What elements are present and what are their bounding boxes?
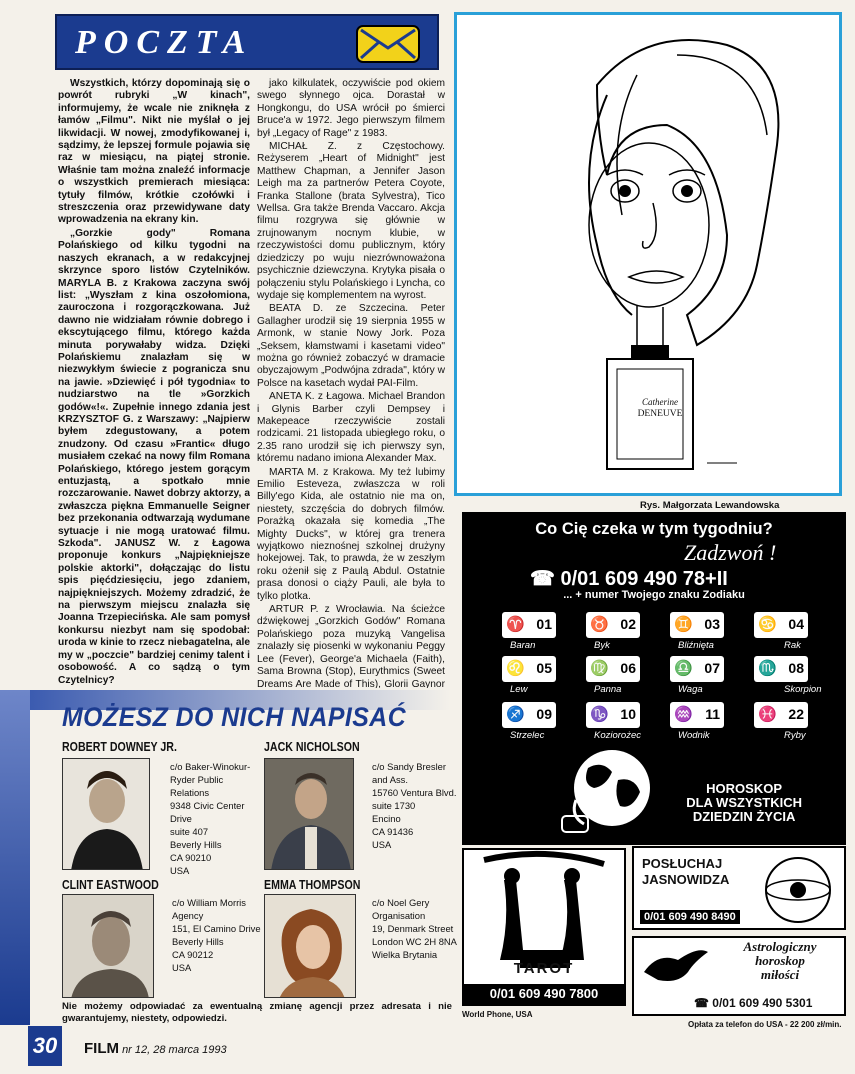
zodiac-number: 06 <box>620 660 636 676</box>
paragraph: ARTUR P. z Wrocławia. Na ścieżce dźwiękowej „Gorzkich Godów" Romana Polańskiego poza muzyką Vangelisa znalazły się piosenki w wykonaniu Peggy Lee (Fever), George'a Michaela (Faith), Sama Browna (Stop), Eurythmics (Sweet Dreams Are Made of This), Glorii Gaynor <box>257 604 445 688</box>
magazine-name: FILM <box>84 1040 119 1057</box>
zodiac-name: Ryby <box>784 730 806 741</box>
zodiac-number: 09 <box>536 706 552 722</box>
zodiac-icon: ♏ <box>758 660 777 677</box>
disclaimer: Nie możemy odpowiadać za ewentualną zmianę agencji przez adresata i nie gwarantujemy, niestety, odpowiedzi. <box>62 1001 452 1024</box>
globe-icon <box>542 740 682 840</box>
horoscope-tagline <box>686 782 802 824</box>
letters-column-2 <box>257 78 445 688</box>
paragraph: MARTA M. z Krakowa. My też lubimy Emilio Esteveza, zwłaszcza w roli Billy'ego Kida, ale ostatnio nie ma on, niestety, szczęścia do dobrych filmów. Porażką okazała się komedia „The Mighty Ducks", w której gra trenera wyjątkowo nieznośnej szkolnej drużyny hokejowej. Tak, to prawda, że w zeszłym roku ożenił się z Paulą Abdul. Ostatnie prasa donosi o ciąży Pauli, ale była to tylko plotka. <box>257 466 445 602</box>
tagline-line: DLA WSZYSTKICH <box>686 795 802 810</box>
tarot-label: TAROT <box>513 960 575 977</box>
zodiac-icon: ♓ <box>758 706 777 723</box>
write-to-them-heading: MOŻESZ DO NICH NAPISAĆ <box>62 702 407 732</box>
dove-icon <box>638 942 712 988</box>
zodiac-icon: ♉ <box>590 616 609 633</box>
section-title: POCZTA <box>75 24 254 61</box>
perfume-name: Catherine <box>642 397 678 407</box>
paragraph: ANETA K. z Łagowa. Michael Brandon i Glynis Barber czyli Dempsey i Makepeace rzeczywiście zostali rodzicami. 21 listopada ubiegłego roku, o 2.35 rano urodził się ich pierwszy syn, któremu nadano imiona Alexander Max. <box>257 391 445 465</box>
clairvoyant-heading <box>642 856 729 888</box>
actor-address: c/o Sandy Bresler and Ass. 15760 Ventura Blvd. suite 1730 Encino CA 91436 USA <box>372 761 457 850</box>
love-horoscope-ad <box>632 936 846 1016</box>
zodiac-number: 01 <box>536 616 552 632</box>
love-heading <box>718 940 842 982</box>
zodiac-sign-08 <box>754 656 808 682</box>
clairvoyant-phone: 0/01 609 490 8490 <box>640 910 740 924</box>
caricature-frame <box>454 12 842 496</box>
tagline-line: DZIEDZIN ŻYCIA <box>692 809 796 824</box>
love-phone-number: 0/01 609 490 5301 <box>712 996 813 1010</box>
zodiac-number: 10 <box>620 706 636 722</box>
actor-photo <box>264 894 356 998</box>
zodiac-name: Waga <box>678 684 703 695</box>
zodiac-name: Baran <box>510 640 536 651</box>
zodiac-sign-06 <box>586 656 640 682</box>
phone-icon: ☎ <box>530 568 561 590</box>
poczta-header <box>55 14 439 70</box>
zodiac-number: 11 <box>705 706 720 722</box>
paragraph: BEATA D. ze Szczecina. Peter Gallagher urodził się 19 sierpnia 1955 w Armonk, w stanie Nowy Jork. Poza „Seksem, kłamstwami i kasetami video" można go również zobaczyć w dramacie obyczajowym „Podwójna zdrada", który w Polsce na kasetach wydał PAI-Film. <box>257 303 445 389</box>
zodiac-name: Lew <box>510 684 528 695</box>
love-phone <box>694 996 812 1010</box>
zodiac-name: Byk <box>594 640 610 651</box>
actor-name: EMMA THOMPSON <box>264 878 361 892</box>
zodiac-sign-03 <box>670 612 724 638</box>
zodiac-name: Strzelec <box>510 730 545 741</box>
zodiac-sign-05 <box>502 656 556 682</box>
envelope-icon <box>353 22 423 66</box>
actor-address: c/o Noel Gery Organisation 19, Denmark Street London WC 2H 8NA Wielka Brytania <box>372 897 457 960</box>
zodiac-sign-07 <box>670 656 724 682</box>
zodiac-icon: ♋ <box>758 616 777 633</box>
paragraph: „Gorzkie gody" Romana Polańskiego od kilku tygodni na naszych ekranach, a w redakcyjnej skrzynce sporo listów Czytelników. MARYLA B. z Krakowa zaczyna swój list: „Wyszłam z kina oszołomiona, zauroczona i rozgorączkowana. Już dawno nie widziałam równie dobrego i ekscytującego filmu, którego każda minuta porywałaby widza. Dzięki Polańskiemu znalazłam się w niezwykłym świecie z pogranicza snu na jawie. »Dziewięć i pół tygodnia« to nudziarstwo na tle »Gorzkich godów«!«. Zupełnie innego zdania jest KRZYSZTOF G. z Warszawy: „Najpierw byłem zdegustowany, a potem znudzony. Od czasu »Frantic« długo musiałem czekać na nowy film Romana Polańskiego, którego jestem gorącym entuzjastą, a spotkało mnie rozczarowanie. Nawet dobrzy aktorzy, a zwłaszcza piękna Emmanuelle Seigner bez przekonania odtwarzają wydumane sytuacje i nie mogą uratować filmu. Szkoda". JANUSZ W. z Łagowa proponuje konkurs „Najpiękniejsze polskie aktorki", dołączając do listu spis pięćdziesięciu, jego zdaniem, najpiękniejszych. Możemy zdradzić, że na pierwszym miejscu znalazła się Joanna Trzepiecińska. Ale sam pomysł konkursu niezbyt nam się spodobał: uroda w kinie to rzecz niebagatelna, ale my w „poczcie" bardziej cenimy talent i osobowość. A co sądzą o tym Czytelnicy? <box>58 227 250 686</box>
zodiac-sign-22 <box>754 702 808 728</box>
illustration-credit: Rys. Małgorzata Lewandowska <box>640 500 780 511</box>
tagline-line: HOROSKOP <box>706 781 783 796</box>
caricature-drawing <box>457 15 839 493</box>
price-note: Opłata za telefon do USA - 22 200 zł/min. <box>688 1020 842 1029</box>
zodiac-icon: ♈ <box>506 616 525 633</box>
actor-name: JACK NICHOLSON <box>264 740 360 754</box>
heading-line: JASNOWIDZA <box>642 872 730 887</box>
zodiac-number: 08 <box>788 660 804 676</box>
perfume-brand: DENEUVE <box>637 409 683 419</box>
horoscope-call: Zadzwoń ! <box>684 540 777 565</box>
heading-line: POSŁUCHAJ <box>642 856 723 871</box>
paragraph: Wszystkich, którzy dopominają się o powrót rubryki „W kinach", informujemy, że wcale nie zniknęła z łamów „Filmu". Nikt nie myślał o jej likwidacji. W nowej, zmodyfikowanej i, sądzimy, że lepszej formule pojawia się raz w miesiącu, na piątej stronie. Właśnie tam można znaleźć informacje o wszystkich premierach miesiąca: tytuły filmów, krótkie czołówki i streszczenia oraz przewidywane daty wprowadzenia na ekrany kin. <box>58 78 250 226</box>
zodiac-sign-10 <box>586 702 640 728</box>
horoscope-phone <box>530 566 728 591</box>
zodiac-number: 22 <box>788 706 804 722</box>
zodiac-name: Panna <box>594 684 622 695</box>
actor-address: c/o Baker-Winokur-Ryder Public Relations 9348 Civic Center Drive suite 407 Beverly Hills CA 90210 USA <box>170 761 251 876</box>
heading-line: Astrologiczny <box>743 939 817 954</box>
page-number: 30 <box>28 1026 62 1066</box>
zodiac-sign-11 <box>670 702 724 728</box>
heading-line: miłości <box>760 967 800 982</box>
zodiac-icon: ♌ <box>506 660 525 677</box>
zodiac-number: 04 <box>788 616 804 632</box>
decorative-strip <box>0 690 30 1025</box>
zodiac-icon: ♑ <box>590 706 609 723</box>
zodiac-icon: ♎ <box>674 660 693 677</box>
zodiac-name: Wodnik <box>678 730 710 741</box>
page-footer <box>84 1040 227 1057</box>
actor-photo <box>264 758 354 870</box>
actor-name: ROBERT DOWNEY JR. <box>62 740 177 754</box>
actor-photo <box>62 758 150 870</box>
zodiac-name: Bliźnięta <box>678 640 714 651</box>
clairvoyant-ad <box>632 846 846 930</box>
heading-line: horoskop <box>755 953 805 968</box>
zodiac-name: Skorpion <box>784 684 822 695</box>
issue-info: nr 12, 28 marca 1993 <box>122 1044 227 1056</box>
zodiac-sign-01 <box>502 612 556 638</box>
world-phone-note: World Phone, USA <box>462 1010 533 1019</box>
crystal-ball-icon <box>758 852 838 928</box>
actor-name: CLINT EASTWOOD <box>62 878 159 892</box>
zodiac-number: 03 <box>704 616 720 632</box>
horoscope-subtitle: ... + numer Twojego znaku Zodiaku <box>563 589 745 601</box>
paragraph: jako kilkulatek, oczywiście pod okiem swego słynnego ojca. Dorastał w Hongkongu, do USA wrócił po śmierci Bruce'a w 1972. Jego pierwszym filmem był „Legacy of Rage" z 1983. <box>257 78 445 139</box>
horoscope-ad <box>462 512 846 845</box>
actor-address: c/o William Morris Agency 151, El Camino Drive Beverly Hills CA 90212 USA <box>172 897 261 973</box>
zodiac-sign-09 <box>502 702 556 728</box>
zodiac-icon: ♍ <box>590 660 609 677</box>
zodiac-sign-02 <box>586 612 640 638</box>
zodiac-number: 02 <box>620 616 636 632</box>
zodiac-name: Rak <box>784 640 801 651</box>
zodiac-icon: ♐ <box>506 706 525 723</box>
tarot-ad <box>462 848 626 1006</box>
paragraph: MICHAŁ Z. z Częstochowy. Reżyserem „Heart of Midnight" jest Matthew Chapman, a Jennifer Jason Leigh ma za partnerów Petera Coyote, Franka Stallone (brata Sylvestra), Tico Wellsa. Gra także Brenda Vaccaro. Akcja filmu rozgrywa się głównie w zrujnowanym nocnym klubie, w rzeczywistości domu publicznym, który dziedziczy po wuju niezrównoważona psychicznie dziewczyna. Krytyka pisała o połączeniu stylu Polańskiego i Lyncha, co wydaje się komplementem na wyrost. <box>257 141 445 301</box>
horoscope-title: Co Cię czeka w tym tygodniu? <box>535 520 773 538</box>
zodiac-number: 05 <box>536 660 552 676</box>
zodiac-sign-04 <box>754 612 808 638</box>
actor-photo <box>62 894 154 998</box>
phone-icon: ☎ <box>694 996 713 1010</box>
horoscope-phone-number: 0/01 609 490 78+II <box>560 568 728 590</box>
zodiac-name: Koziorożec <box>594 730 641 741</box>
tarot-phone: 0/01 609 490 7800 <box>464 984 624 1004</box>
zodiac-icon: ♊ <box>674 616 693 633</box>
zodiac-icon: ♒ <box>674 706 693 723</box>
zodiac-number: 07 <box>704 660 720 676</box>
letters-column-1 <box>58 78 250 686</box>
